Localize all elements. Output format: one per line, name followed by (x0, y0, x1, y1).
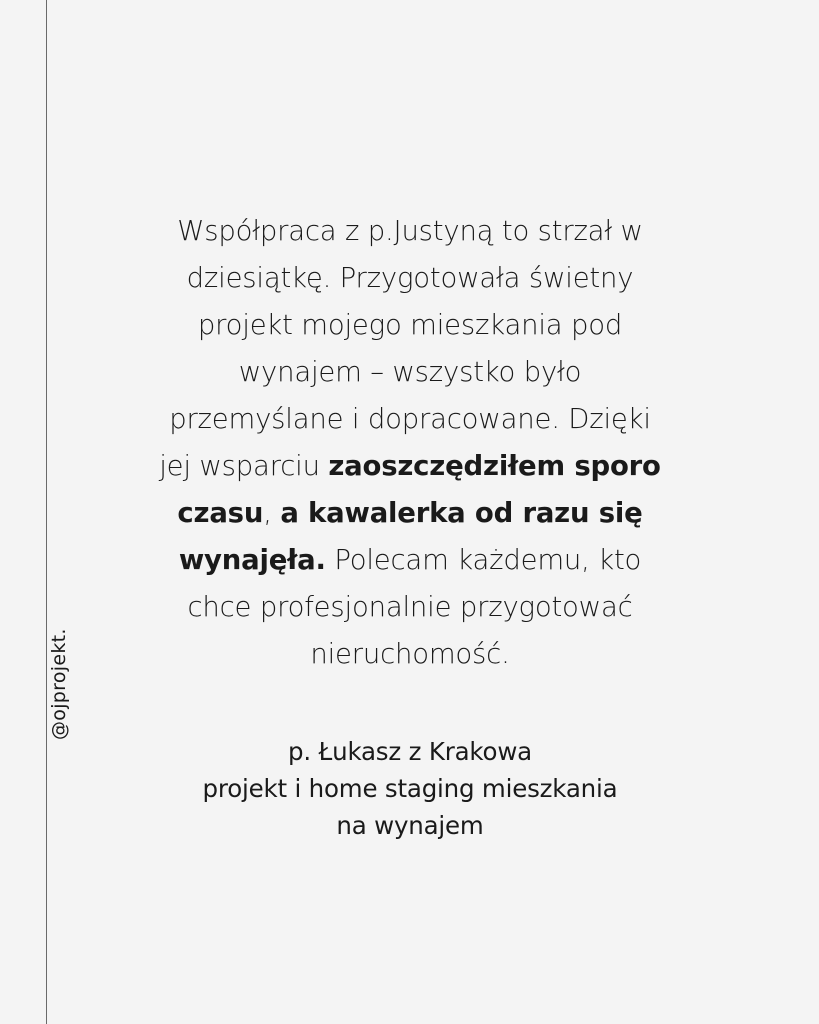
quote-emphasis: a kawalerka od razu się (280, 497, 643, 529)
quote-text: jej wsparciu (159, 450, 329, 482)
instagram-handle: @ojprojekt. (48, 628, 70, 740)
signature-service: na wynajem (336, 811, 484, 840)
quote-line (110, 255, 710, 302)
quote-line (110, 208, 710, 255)
quote-text: wynajem – wszystko było (238, 356, 582, 388)
quote-emphasis: wynajęła. (178, 544, 326, 576)
quote-line (110, 537, 710, 584)
testimonial-quote (110, 208, 710, 678)
quote-line (110, 443, 710, 490)
signature-service: projekt i home staging mieszkania (202, 774, 618, 803)
quote-text: dziesiątkę. Przygotowała świetny (186, 262, 634, 294)
quote-line (110, 490, 710, 537)
testimonial-signature (110, 733, 710, 844)
quote-line (110, 631, 710, 678)
quote-line (110, 302, 710, 349)
quote-text: przemyślane i dopracowane. Dzięki (169, 403, 651, 435)
quote-line (110, 396, 710, 443)
quote-text: nieruchomość. (310, 638, 510, 670)
quote-text: chce profesjonalnie przygotować (187, 591, 633, 623)
quote-text: Polecam każdemu, kto (325, 544, 642, 576)
quote-text: projekt mojego mieszkania pod (197, 309, 623, 341)
quote-emphasis: czasu (177, 497, 264, 529)
signature-author: p. Łukasz z Krakowa (288, 737, 532, 766)
quote-line (110, 349, 710, 396)
quote-line (110, 584, 710, 631)
quote-text: Współpraca z p.Justyną to strzał w (177, 215, 643, 247)
vertical-divider-line (46, 0, 47, 1024)
quote-emphasis: zaoszczędziłem sporo (328, 450, 661, 482)
quote-text: , (263, 497, 281, 529)
